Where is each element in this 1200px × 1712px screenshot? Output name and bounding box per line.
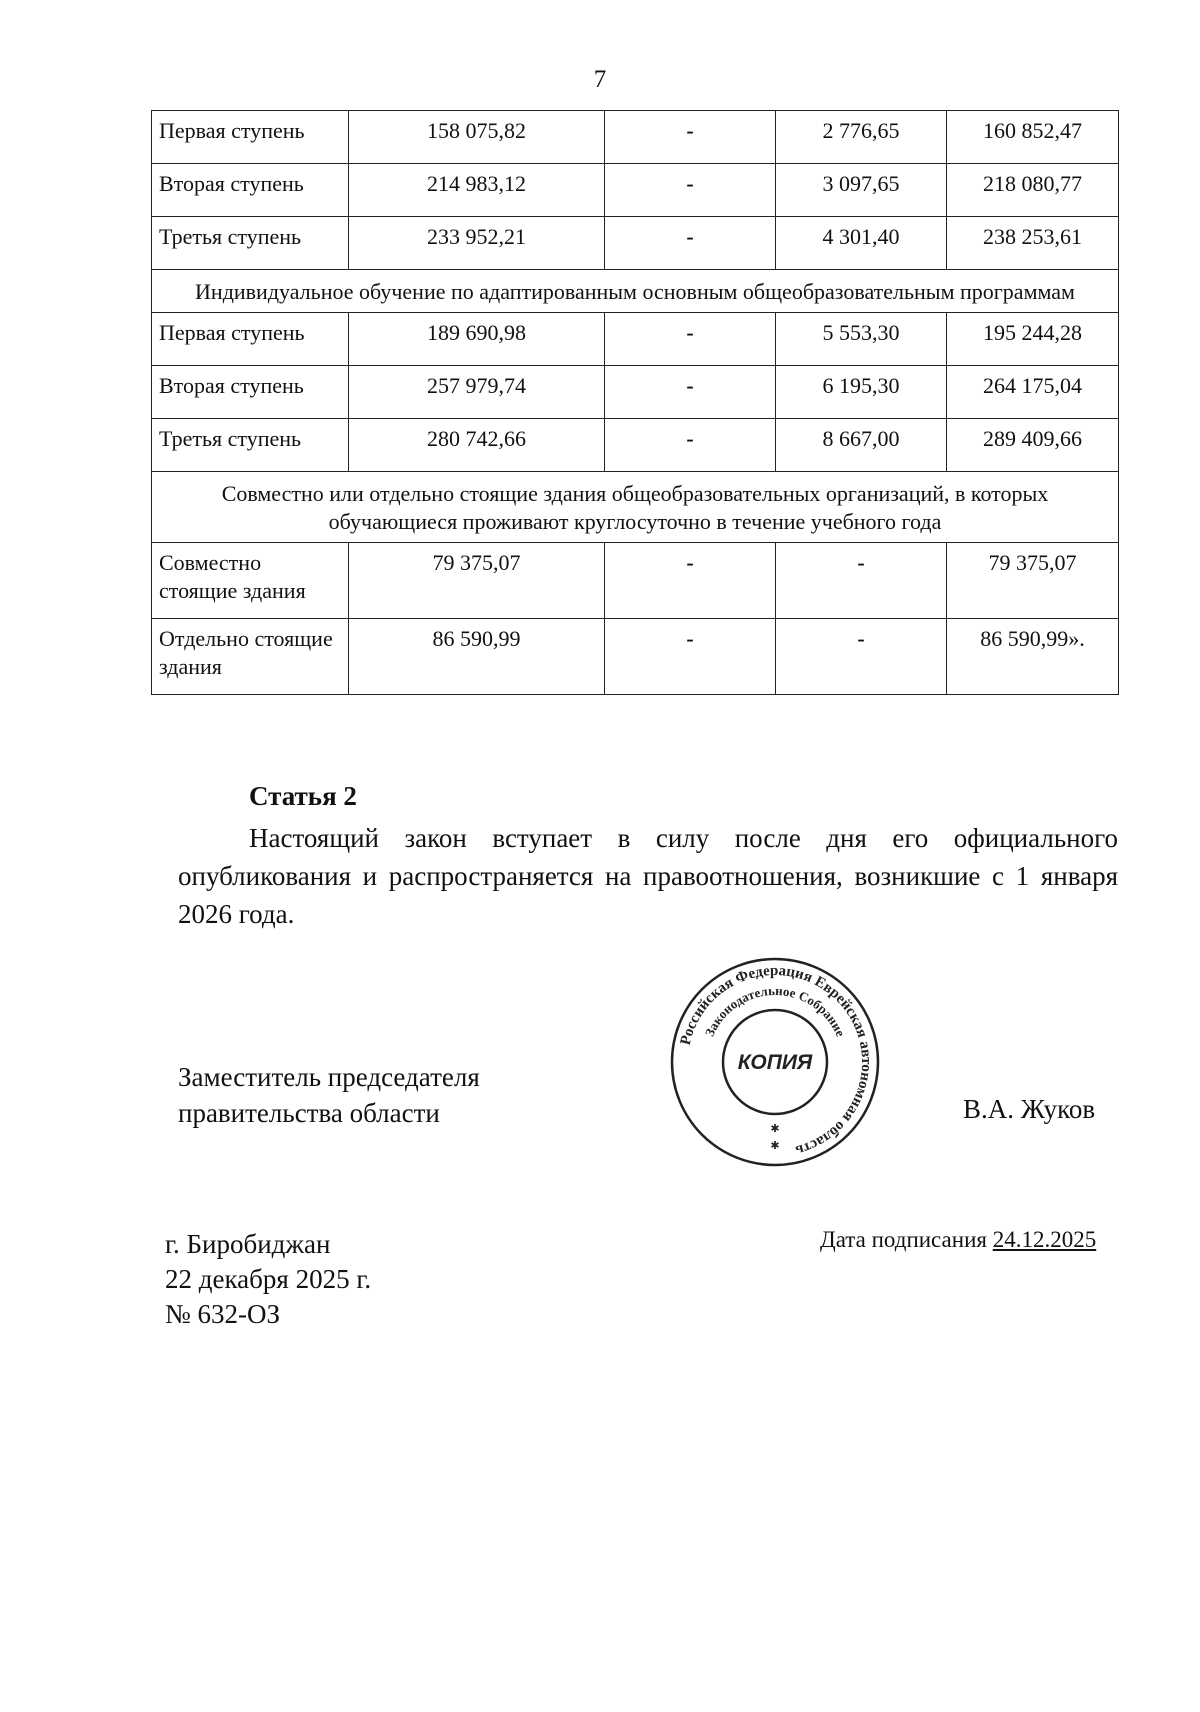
position-line: правительства области: [178, 1098, 440, 1128]
table-row: [152, 543, 1119, 619]
row-label: Вторая ступень: [152, 366, 349, 419]
section-heading: Совместно или отдельно стоящие здания общеобразовательных организаций, в которых обучающиеся проживают круглосуточно в течение учебного года: [152, 472, 1119, 543]
row-label: Первая ступень: [152, 313, 349, 366]
cell-value: 264 175,04: [947, 366, 1119, 419]
cell-value: 233 952,21: [349, 217, 605, 270]
row-label: Совместно стоящие здания: [152, 543, 349, 619]
law-number: № 632-ОЗ: [165, 1299, 281, 1329]
cell-value: -: [605, 366, 776, 419]
cell-value: 238 253,61: [947, 217, 1119, 270]
stamp-outer-text: Российская Федерация Еврейская автономная область: [677, 962, 875, 1159]
cell-value: 195 244,28: [947, 313, 1119, 366]
row-label: Отдельно стоящие здания: [152, 619, 349, 695]
cell-value: 2 776,65: [776, 111, 947, 164]
official-stamp: [662, 950, 888, 1174]
cell-value: -: [776, 619, 947, 695]
document-footer: [165, 1227, 371, 1332]
cell-value: 189 690,98: [349, 313, 605, 366]
table-row: [152, 366, 1119, 419]
signing-date-label: Дата подписания: [820, 1227, 987, 1252]
cell-value: 86 590,99».: [947, 619, 1119, 695]
cell-value: -: [605, 217, 776, 270]
stamp-center-text: КОПИЯ: [737, 1051, 813, 1074]
cell-value: 5 553,30: [776, 313, 947, 366]
row-label: Третья ступень: [152, 419, 349, 472]
cell-value: 214 983,12: [349, 164, 605, 217]
cell-value: 280 742,66: [349, 419, 605, 472]
article-text: Настоящий закон вступает в силу после дня его официального опубликования и распространяется на правоотношения, возникшие с 1 января 2026 года.: [178, 823, 1118, 929]
signing-date-value: 24.12.2025: [992, 1227, 1097, 1252]
page-number: 7: [593, 66, 607, 93]
row-label: Первая ступень: [152, 111, 349, 164]
cell-value: -: [605, 164, 776, 217]
section-heading: Индивидуальное обучение по адаптированным основным общеобразовательным программам: [152, 270, 1119, 313]
stamp-star-icon: ✱: [770, 1140, 780, 1152]
signer-name: В.А. Жуков: [963, 1094, 1096, 1124]
cell-value: 79 375,07: [947, 543, 1119, 619]
cell-value: 257 979,74: [349, 366, 605, 419]
signer-position: [178, 1059, 558, 1131]
table-row: [152, 313, 1119, 366]
row-label: Вторая ступень: [152, 164, 349, 217]
cell-value: 4 301,40: [776, 217, 947, 270]
cell-value: 3 097,65: [776, 164, 947, 217]
city: г. Биробиджан: [165, 1229, 331, 1259]
financial-table: [151, 110, 1119, 695]
cell-value: -: [776, 543, 947, 619]
table-row: [152, 419, 1119, 472]
cell-value: -: [605, 543, 776, 619]
cell-value: 158 075,82: [349, 111, 605, 164]
row-label: Третья ступень: [152, 217, 349, 270]
table-row: [152, 164, 1119, 217]
table-row: [152, 619, 1119, 695]
article-heading: Статья 2: [249, 781, 357, 811]
cell-value: 86 590,99: [349, 619, 605, 695]
cell-value: 8 667,00: [776, 419, 947, 472]
law-date: 22 декабря 2025 г.: [165, 1264, 372, 1294]
cell-value: -: [605, 313, 776, 366]
cell-value: -: [605, 619, 776, 695]
stamp-inner-text: Законодательное Собрание: [701, 982, 849, 1039]
cell-value: 6 195,30: [776, 366, 947, 419]
cell-value: 160 852,47: [947, 111, 1119, 164]
cell-value: -: [605, 419, 776, 472]
table-section-row: [152, 270, 1119, 313]
stamp-star-icon: ✱: [770, 1123, 780, 1135]
cell-value: 79 375,07: [349, 543, 605, 619]
cell-value: -: [605, 111, 776, 164]
table-section-row: [152, 472, 1119, 543]
cell-value: 289 409,66: [947, 419, 1119, 472]
position-line: Заместитель председателя: [178, 1062, 480, 1092]
table-row: [152, 111, 1119, 164]
signing-date: [820, 1227, 1096, 1253]
cell-value: 218 080,77: [947, 164, 1119, 217]
table-row: [152, 217, 1119, 270]
